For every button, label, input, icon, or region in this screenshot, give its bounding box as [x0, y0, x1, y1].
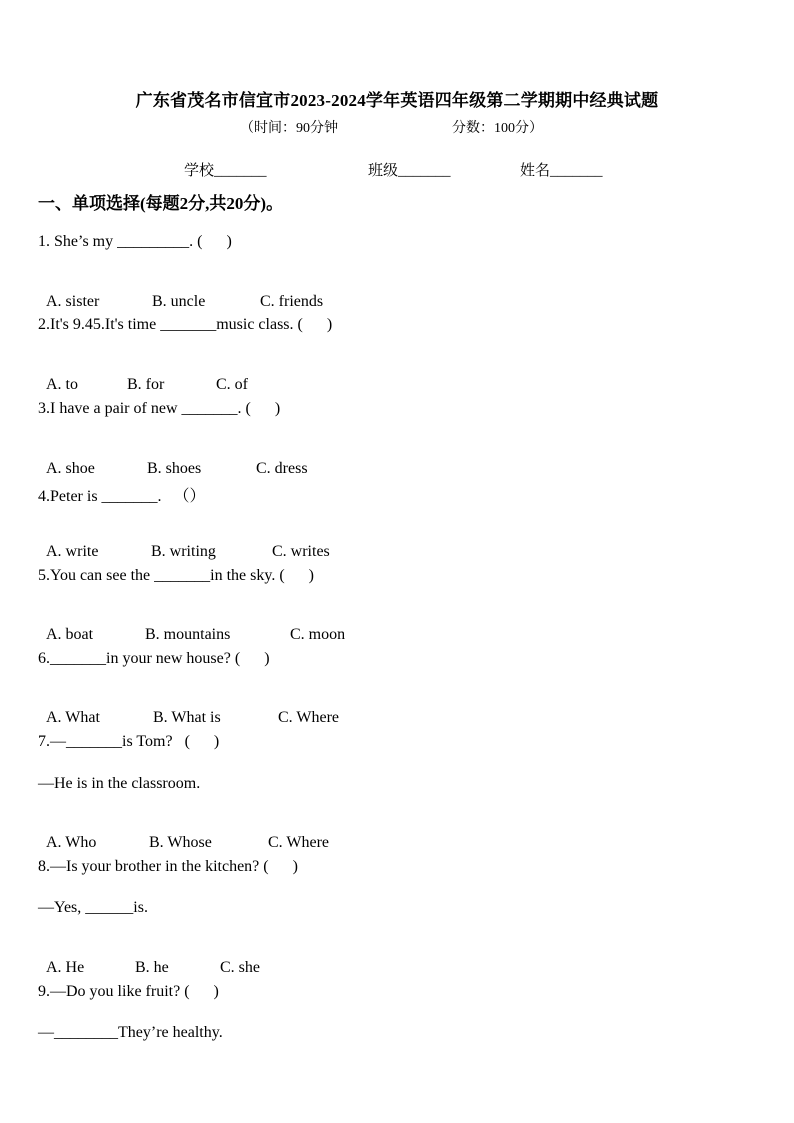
option-b: B. for — [127, 376, 165, 393]
question-options — [38, 275, 323, 311]
question-options — [38, 525, 330, 561]
option-a: A. to — [46, 376, 78, 393]
option-a: A. sister — [46, 293, 100, 310]
option-b: B. writing — [151, 543, 216, 560]
school-field: 学校_______ — [184, 163, 267, 179]
question-options — [38, 358, 248, 394]
name-field: 姓名_______ — [520, 163, 603, 179]
option-c: C. of — [216, 376, 248, 393]
option-c: C. dress — [256, 460, 308, 477]
option-b: B. he — [135, 959, 169, 976]
option-a: A. What — [46, 709, 100, 726]
option-a: A. boat — [46, 626, 94, 643]
option-c: C. writes — [272, 543, 330, 560]
option-a: A. Who — [46, 834, 97, 851]
question-stem: 9.—Do you like fruit? ( ) — [38, 983, 219, 1000]
question-stem: 8.—Is your brother in the kitchen? ( ) — [38, 858, 298, 875]
question-stem: 4.Peter is _______. （） — [38, 488, 206, 505]
question-options — [38, 941, 260, 977]
exam-score: 分数：100分） — [452, 121, 543, 136]
question-options — [38, 816, 329, 852]
option-c: C. Where — [278, 709, 340, 726]
question-stem: 5.You can see the _______in the sky. ( ) — [38, 567, 314, 584]
question-reply: —Yes, ______is. — [38, 899, 148, 916]
option-c: C. friends — [260, 293, 324, 310]
question-stem: 6._______in your new house? ( ) — [38, 650, 270, 667]
option-b: B. shoes — [147, 460, 202, 477]
option-a: A. write — [46, 543, 99, 560]
option-b: B. What is — [153, 709, 221, 726]
exam-time: （时间：90分钟 — [240, 121, 338, 136]
question-stem: 7.—_______is Tom? ( ) — [38, 733, 220, 750]
option-b: B. mountains — [145, 626, 231, 643]
option-b: B. Whose — [149, 834, 212, 851]
question-reply: —________They’re healthy. — [38, 1024, 223, 1041]
question-stem: 1. She’s my _________. ( ) — [38, 233, 232, 250]
question-options — [38, 608, 345, 644]
option-a: A. shoe — [46, 460, 95, 477]
option-a: A. He — [46, 959, 85, 976]
option-b: B. uncle — [152, 293, 206, 310]
exam-title: 广东省茂名市信宜市2023-2024学年英语四年级第二学期期中经典试题 — [135, 91, 659, 110]
option-c: C. Where — [268, 834, 330, 851]
question-options — [38, 442, 308, 478]
section-heading: 一、单项选择(每题2分,共20分)。 — [38, 194, 284, 213]
question-options — [38, 691, 339, 727]
question-stem: 2.It's 9.45.It's time _______music class. ( ) — [38, 316, 333, 333]
question-reply: —He is in the classroom. — [38, 775, 201, 792]
option-c: C. she — [220, 959, 260, 976]
class-field: 班级_______ — [368, 163, 451, 179]
question-stem: 3.I have a pair of new _______. ( ) — [38, 400, 281, 417]
option-c: C. moon — [290, 626, 346, 643]
